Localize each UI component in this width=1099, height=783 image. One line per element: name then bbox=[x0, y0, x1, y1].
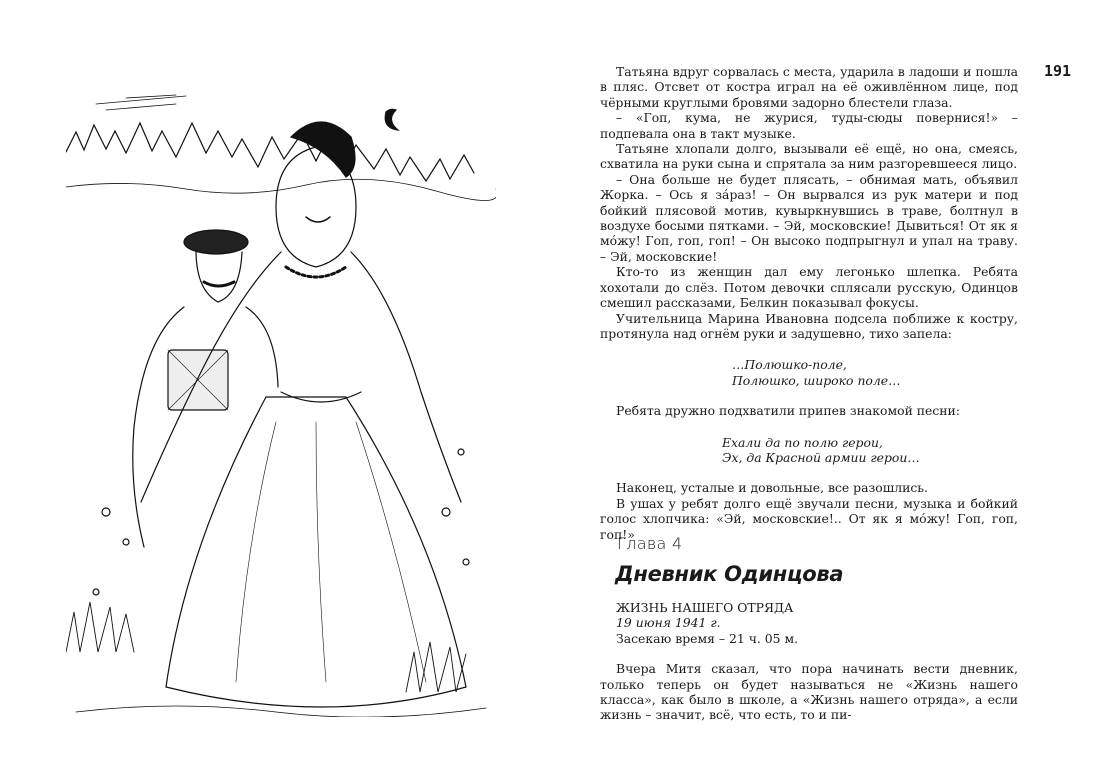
paragraph: Учительница Марина Ивановна подсела поближе к костру, протянула над огнём руки и задушевно, тихо запела: bbox=[600, 310, 1018, 341]
paragraph: Кто-то из женщин дал ему легонько шлепка. Ребята хохотали до слёз. Потом девочки сплясали русскую, Одинцов смешил рассказами, Белкин показывал фокусы. bbox=[600, 264, 1018, 311]
poem-line: Эх, да Красной армии герои… bbox=[722, 449, 920, 465]
poem-line: Ехали да по полю герои, bbox=[722, 434, 883, 450]
body-text bbox=[600, 64, 1018, 542]
diary-date: 19 июня 1941 г. bbox=[616, 615, 721, 631]
poem-line: Полюшко, широко поле… bbox=[732, 372, 901, 388]
illustration-dancing-woman-and-accordionist bbox=[66, 92, 496, 717]
paragraph: – Она больше не будет плясать, – обнимая мать, объявил Жорка. – Ось я зáраз! – Он вырвался из рук матери и под бойкий плясовой мотив, кувыркнувшись в траве, болтнул в воздухе босыми пятками. – Эй, московские! Дывиться! От як я мóжу! Гоп, гоп, гоп! – Он высоко подпрыгнул и упал на траву. – Эй, московские! bbox=[600, 171, 1018, 264]
paragraph: В ушах у ребят долго ещё звучали песни, музыка и бойкий голос хлопчика: «Эй, московские!.. От як я мóжу! Гоп, гоп, гоп!» bbox=[600, 495, 1018, 542]
poem-verse-2 bbox=[722, 435, 1018, 466]
paragraph: Ребята дружно подхватили припев знакомой песни: bbox=[616, 403, 960, 419]
paragraph: Татьяна вдруг сорвалась с места, ударила в ладоши и пошла в пляс. Отсвет от костра играл на её оживлённом лице, под чёрными круглыми бровями задорно блестели глаза. bbox=[600, 64, 1018, 110]
diary-time-note: Засекаю время – 21 ч. 05 м. bbox=[616, 630, 799, 646]
paragraph: Наконец, усталые и довольные, все разошлись. bbox=[616, 480, 928, 496]
diary-section bbox=[600, 600, 1018, 723]
diary-heading: ЖИЗНЬ НАШЕГО ОТРЯДА bbox=[616, 600, 794, 615]
diary-paragraph: Вчера Митя сказал, что пора начинать вести дневник, только теперь он будет называться не «Жизнь нашего класса», как было в школе, а «Жизнь нашего отряда», а если жизнь – значит, всё, что есть, то и пи- bbox=[600, 661, 1018, 723]
chapter-label: Глава 4 bbox=[617, 534, 683, 553]
paragraph: Татьяне хлопали долго, вызывали её ещё, но она, смеясь, схватила на руки сына и спрятала за ним разгоревшееся лицо. bbox=[600, 141, 1018, 172]
poem-verse-1 bbox=[732, 357, 1018, 388]
paragraph: – «Гоп, кума, не журися, туды-сюды повернися!» – подпевала она в такт музыке. bbox=[600, 110, 1018, 141]
chapter-title: Дневник Одинцова bbox=[615, 562, 844, 586]
poem-line: …Полюшко-поле, bbox=[732, 357, 847, 373]
page-number: 191 bbox=[1044, 62, 1072, 80]
